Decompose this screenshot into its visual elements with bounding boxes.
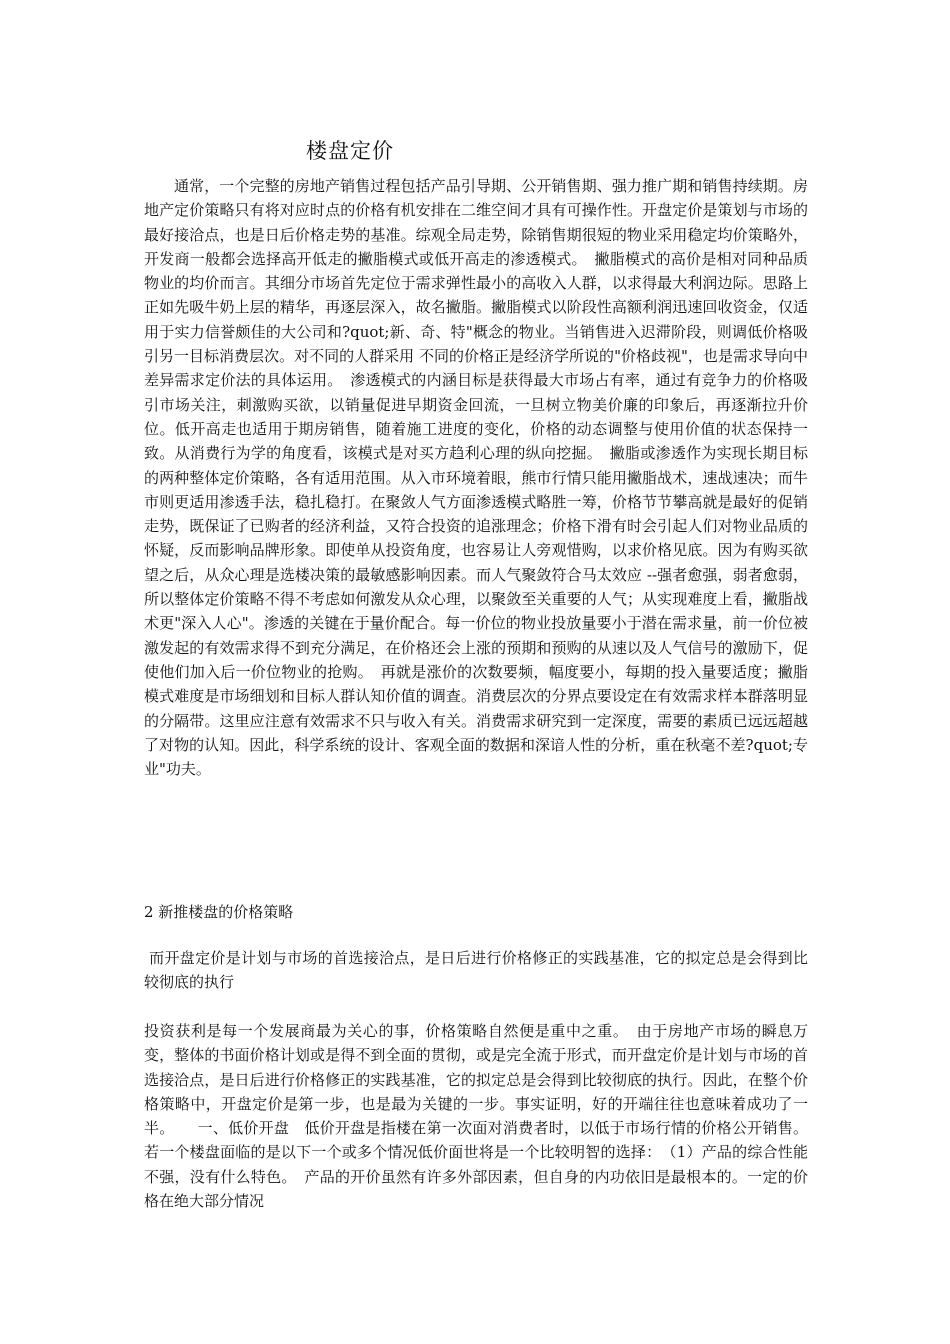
body-paragraph-2: 而开盘定价是计划与市场的首选接洽点，是日后进行价格修正的实践基准，它的拟定总是会得到比较彻底的执行 (144, 949, 808, 992)
body-paragraph-1: 通常，一个完整的房地产销售过程包括产品引导期、公开销售期、强力推广期和销售持续期。房地产定价策略只有将对应时点的价格有机安排在二维空间才具有可操作性。开盘定价是策划与市场的最好接洽点，也是日后价格走势的基准。综观全局走势，除销售期很短的物业采用稳定均价策略外，开发商一般都会选择高开低走的撇脂模式或低开高走的渗透模式。 撇脂模式的高价是相对同种品质物业的均价而言。其细分市场首先定位于需求弹性最小的高收入人群，以求得最大利润边际。思路上正如先吸牛奶上层的精华，再逐层深入，故名撇脂。撇脂模式以阶段性高额利润迅速回收资金，仅适用于实力信誉颇佳的大公司和?quot;新、奇、特"概念的物业。当销售进入迟滞阶段，则调低价格吸引另一目标消费层次。对不同的人群采用 不同的价格正是经济学所说的"价格歧视"，也是需求导向中差异需求定价法的具体运用。 渗透模式的内涵目标是获得最大市场占有率，通过有竞争力的价格吸引市场关注，刺激购买欲，以销量促进早期资金回流，一旦树立物美价廉的印象后，再逐渐拉升价位。低开高走也适用于期房销售，随着施工进度的变化，价格的动态调整与使用价值的状态保持一致。从消费行为学的角度看，该模式是对买方趋利心理的纵向挖掘。 撇脂或渗透作为实现长期目标的两种整体定价策略，各有适用范围。从入市环境着眼，熊市行情只能用撇脂战术，速战速决；而牛市则更适用渗透手法，稳扎稳打。在聚敛人气方面渗透模式略胜一筹，价格节节攀高就是最好的促销走势，既保证了已购者的经济利益，又符合投资的追涨理念；价格下滑有时会引起人们对物业品质的怀疑，反而影响品牌形象。即使单从投资角度，也容易让人旁观惜购，以求价格见底。因为有购买欲望之后，从众心理是选楼决策的最敏感影响因素。而人气聚敛符合马太效应 --强者愈强，弱者愈弱，所以整体定价策略不得不考虑如何激发从众心理，以聚敛至关重要的人气；从实现难度上看，撇脂战术更"深入人心"。渗透的关键在于量价配合。每一价位的物业投放量要小于潜在需求量，前一价位被激发起的有效需求得不到充分满足，在价格还会上涨的预期和预购的从速以及人气信号的激励下，促使他们加入后一价位物业的抢购。 再就是涨价的次数要频，幅度要小，每期的投入量要适度；撇脂模式难度是市场细划和目标人群认知价值的调查。消费层次的分界点要设定在有效需求样本群落明显的分隔带。这里应注意有效需求不只与收入有关。消费需求研究到一定深度，需要的素质已远远超越了对物的认知。因此，科学系统的设计、客观全面的数据和深谙人性的分析，重在秋毫不差?quot;专业"功夫。 (144, 177, 808, 779)
section-heading: 2 新推楼盘的价格策略 (144, 903, 294, 921)
document-title: 楼盘定价 (306, 139, 394, 163)
body-paragraph-3: 投资获利是每一个发展商最为关心的事，价格策略自然便是重中之重。 由于房地产市场的瞬息万变，整体的书面价格计划或是得不到全面的贯彻，或是完全流于形式，而开盘定价是计划与市场的首选接洽点，是日后进行价格修正的实践基准，它的拟定总是会得到比较彻底的执行。因此，在整个价格策略中，开盘定价是第一步，也是最为关键的一步。事实证明，好的开端往往也意味着成功了一半。 一、低价开盘 低价开盘是指楼在第一次面对消费者时，以低于市场行情的价格公开销售。若一个楼盘面临的是以下一个或多个情况低价面世将是一个比较明智的选择： （1）产品的综合性能不强，没有什么特色。 产品的开价虽然有许多外部因素，但自身的内功依旧是最根本的。一定的价格在绝大部分情况 (144, 1022, 808, 1211)
